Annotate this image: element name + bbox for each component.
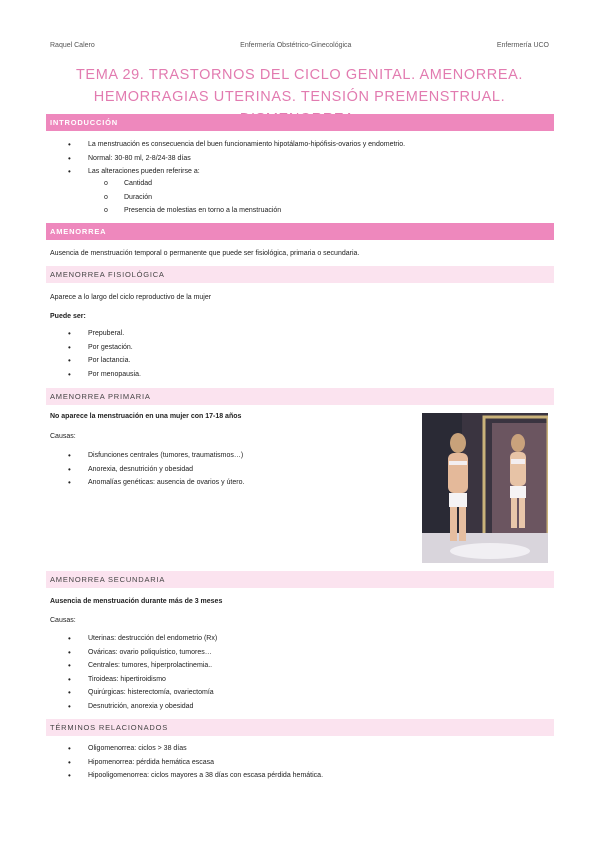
list-item: • Anomalías genéticas: ausencia de ovarios y útero. (68, 476, 244, 490)
amenorrea-definition: Ausencia de menstruación temporal o permanente que puede ser fisiológica, primaria o secundaria. (50, 250, 360, 257)
section-heading-fisiologica: AMENORREA FISIOLÓGICA (46, 266, 554, 283)
header-subject: Enfermería Obstétrico-Ginecológica (240, 42, 352, 49)
list-item: • Desnutrición, anorexia y obesidad (68, 700, 217, 714)
intro-list (68, 138, 405, 179)
secundaria-list (68, 632, 217, 713)
section-heading-primaria: AMENORREA PRIMARIA (46, 388, 554, 405)
list-item: • La menstruación es consecuencia del buen funcionamiento hipotálamo-hipófisis-ovarios y endometrio. (68, 138, 405, 152)
list-item: • Quirúrgicas: histerectomía, ovariectomía (68, 686, 217, 700)
terminos-list (68, 742, 323, 783)
list-item: • Prepuberal. (68, 327, 141, 341)
header-author: Raquel Calero (50, 42, 95, 49)
section-heading-introduccion: INTRODUCCIÓN (46, 114, 554, 131)
title-line-1: TEMA 29. TRASTORNOS DEL CICLO GENITAL. AMENORREA. (75, 67, 524, 83)
sublist-item: o Duración (104, 191, 281, 205)
list-item: • Oligomenorrea: ciclos > 38 días (68, 742, 323, 756)
list-item: • Disfunciones centrales (tumores, traumatismos…) (68, 449, 244, 463)
section-heading-terminos: TÉRMINOS RELACIONADOS (46, 719, 554, 736)
list-item: • Anorexia, desnutrición y obesidad (68, 463, 244, 477)
list-item: • Por lactancia. (68, 354, 141, 368)
fisiologica-list (68, 327, 141, 381)
page-header (50, 42, 549, 49)
mirror-photo-drawing (422, 413, 548, 563)
header-institution: Enfermería UCO (496, 42, 549, 49)
list-item: • Hipooligomenorrea: ciclos mayores a 38 días con escasa pérdida hemática. (68, 769, 323, 783)
fisiologica-text: Aparece a lo largo del ciclo reproductivo de la mujer (50, 294, 212, 301)
list-item: • Las alteraciones pueden referirse a: (68, 165, 405, 179)
list-item: • Normal: 30-80 ml, 2-8/24-38 días (68, 152, 405, 166)
section-heading-secundaria: AMENORREA SECUNDARIA (46, 571, 554, 588)
section-heading-amenorrea: AMENORREA (46, 223, 554, 240)
primaria-causas: Causas: (50, 433, 76, 440)
list-item: • Uterinas: destrucción del endometrio (Rx) (68, 632, 217, 646)
list-item: • Hipomenorrea: pérdida hemática escasa (68, 756, 323, 770)
list-item: • Por menopausia. (68, 368, 141, 382)
fisiologica-puede: Puede ser: (50, 313, 86, 320)
mirror-photo (422, 413, 548, 563)
primaria-text: No aparece la menstruación en una mujer con 17-18 años (50, 413, 242, 420)
list-item: • Tiroideas: hipertiroidismo (68, 673, 217, 687)
list-item: • Por gestación. (68, 341, 141, 355)
title-line-2: HEMORRAGIAS UTERINAS. TENSIÓN PREMENSTRUAL. (93, 89, 506, 105)
secundaria-text: Ausencia de menstruación durante más de 3 meses (50, 598, 223, 605)
sublist-item: o Presencia de molestias en torno a la menstruación (104, 204, 281, 218)
primaria-list (68, 449, 244, 490)
sublist-item: o Cantidad (104, 177, 281, 191)
secundaria-causas: Causas: (50, 617, 76, 624)
list-item: • Ováricas: ovario poliquístico, tumores… (68, 646, 217, 660)
intro-sublist (104, 177, 281, 218)
list-item: • Centrales: tumores, hiperprolactinemia.. (68, 659, 217, 673)
